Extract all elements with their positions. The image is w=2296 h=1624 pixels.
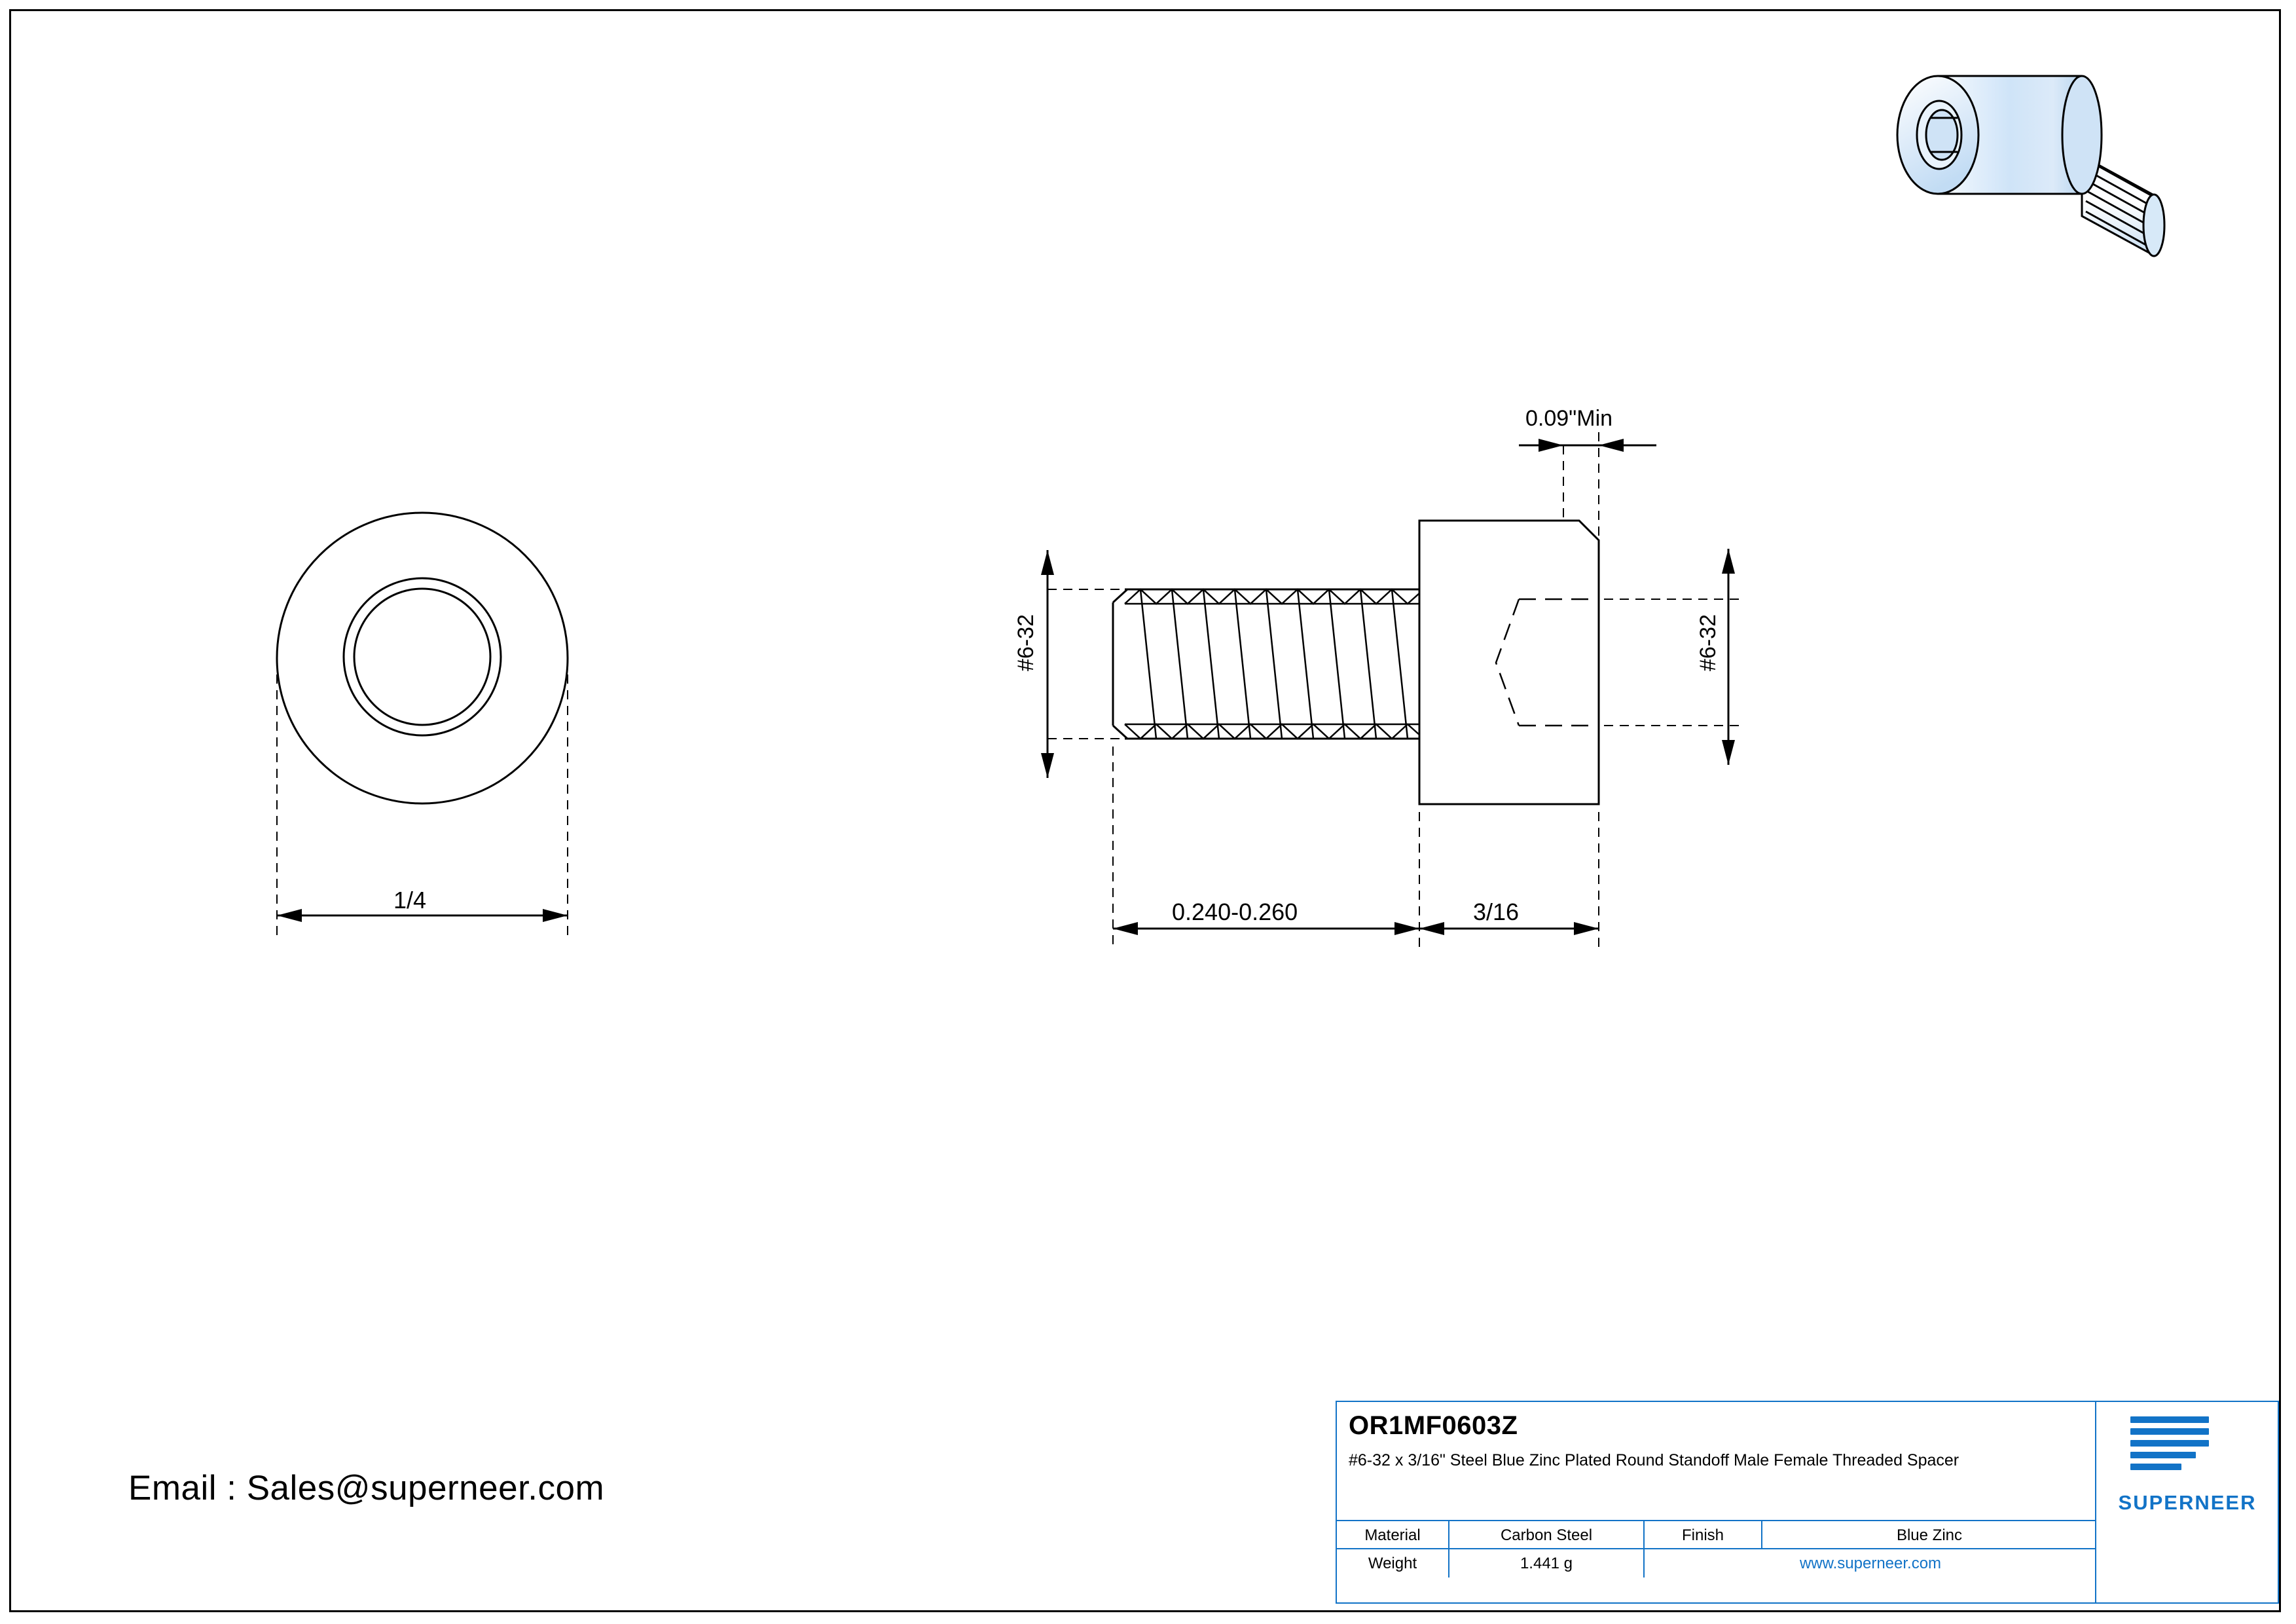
- weight-label: Weight: [1337, 1549, 1449, 1578]
- website-cell[interactable]: [1645, 1549, 2096, 1578]
- side-view-left-thread-label: #6-32: [1013, 614, 1038, 671]
- title-block-left: [1337, 1402, 2096, 1602]
- finish-label: Finish: [1645, 1521, 1762, 1549]
- website-link[interactable]: www.superneer.com: [1799, 1554, 1942, 1572]
- title-block-logo: [2096, 1402, 2278, 1602]
- side-view-right-thread-label: #6-32: [1696, 614, 1721, 671]
- brand-name: SUPERNEER: [2118, 1491, 2257, 1514]
- weight-value: 1.441 g: [1449, 1549, 1645, 1578]
- front-view-diameter-label: 1/4: [393, 887, 427, 913]
- thread-length-label: 0.240-0.260: [1172, 898, 1298, 925]
- side-view-top-dimension-label: 0.09"Min: [1525, 406, 1613, 431]
- body-length-label: 3/16: [1473, 898, 1520, 925]
- title-block: [1336, 1401, 2279, 1604]
- material-label: Material: [1337, 1521, 1449, 1549]
- finish-value: Blue Zinc: [1896, 1526, 1963, 1544]
- part-number: OR1MF0603Z: [1349, 1411, 1518, 1440]
- superneer-logo-icon: [2130, 1416, 2209, 1477]
- material-row: [1337, 1520, 2096, 1548]
- material-value: Carbon Steel: [1449, 1521, 1645, 1549]
- part-description: #6-32 x 3/16" Steel Blue Zinc Plated Round Standoff Male Female Threaded Spacer: [1349, 1451, 1959, 1469]
- weight-row: [1337, 1548, 2096, 1576]
- contact-email: Email : Sales@superneer.com: [128, 1469, 605, 1507]
